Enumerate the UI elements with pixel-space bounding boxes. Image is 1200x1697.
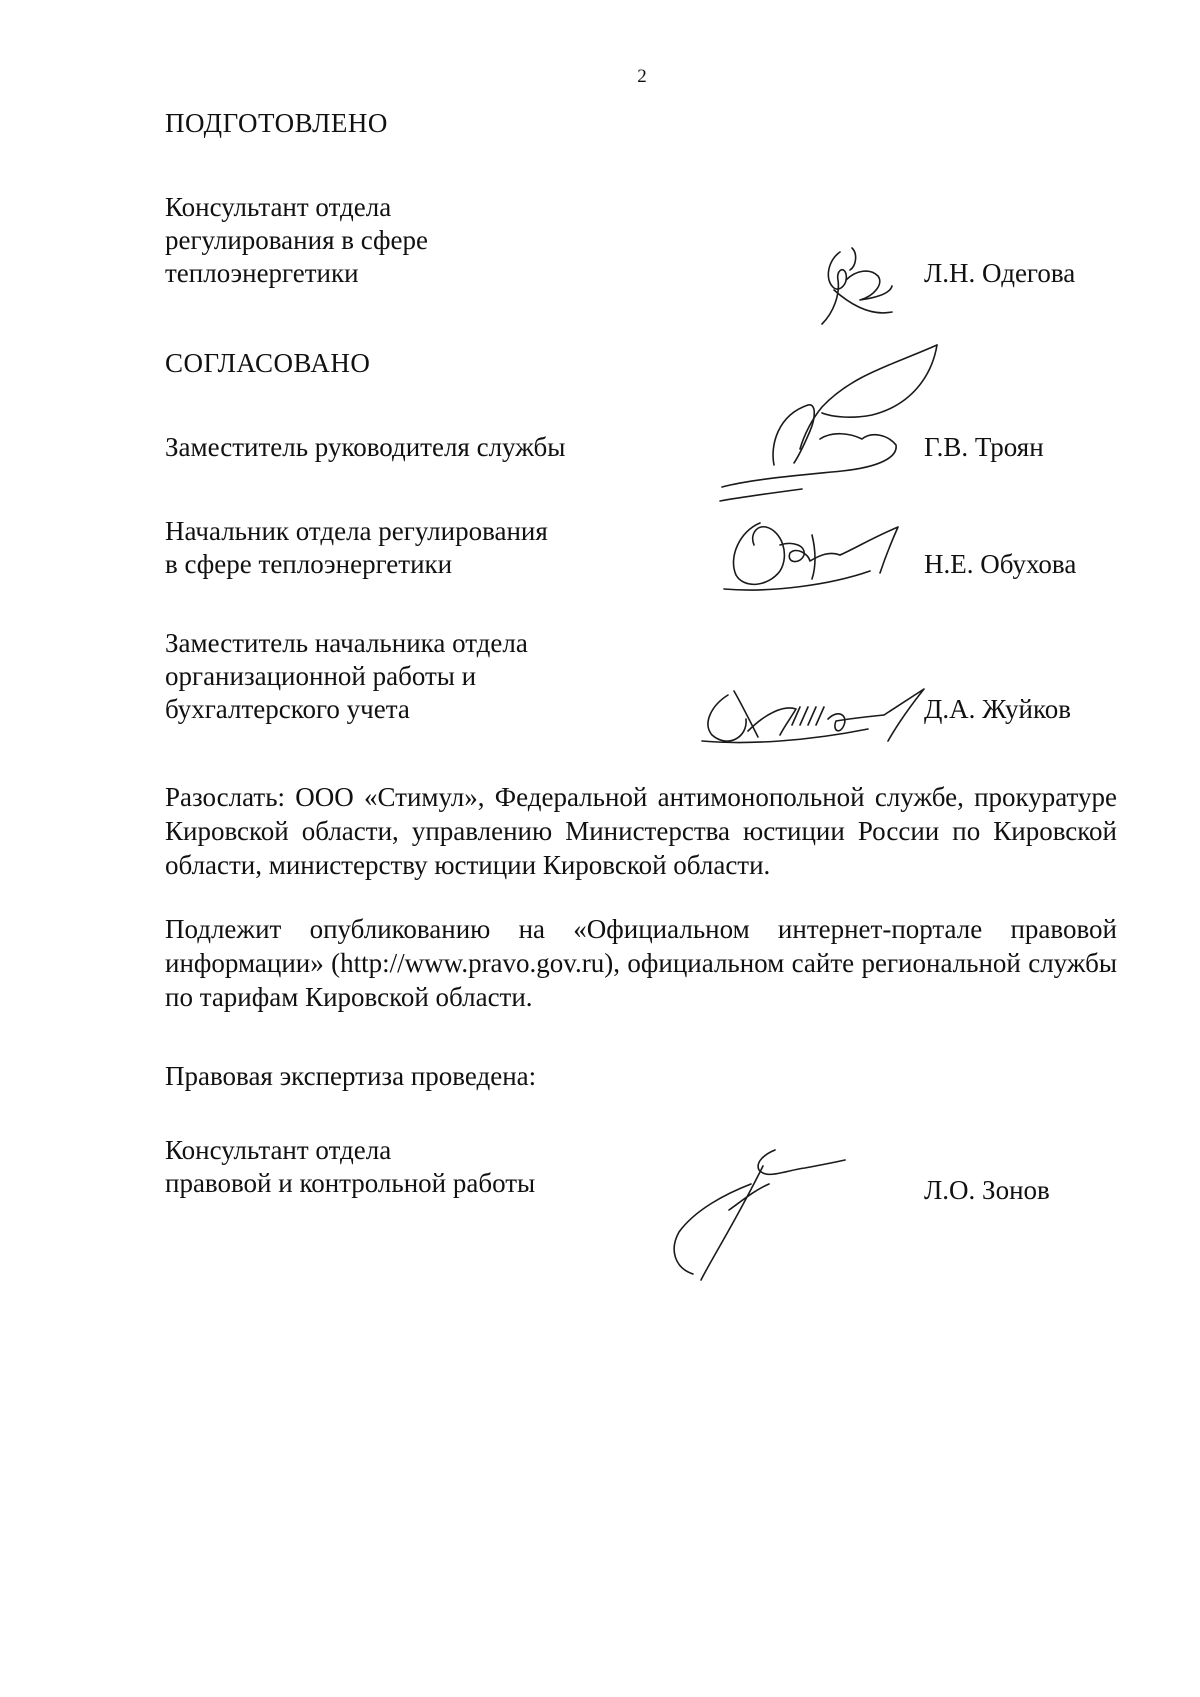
position-line: регулирования в сфере: [165, 225, 429, 255]
position-line: теплоэнергетики: [165, 258, 359, 288]
distribution-paragraph: [165, 780, 1117, 882]
legal-review-heading: Правовая экспертиза проведена:: [165, 1061, 537, 1091]
publication-paragraph: [165, 912, 1117, 1014]
signatory-name: Д.А. Жуйков: [924, 694, 1071, 724]
prepared-heading: ПОДГОТОВЛЕНО: [165, 108, 388, 138]
prepared-position: [165, 191, 428, 290]
position-line: в сфере теплоэнергетики: [165, 549, 453, 579]
signature-odegova: [800, 240, 920, 330]
publication-text: Подлежит опубликованию на «Официальном интернет-портале правовой информации» (http://www.pravo.gov.ru), официальном сайте региональной службы по тарифам Кировской области.: [165, 914, 1117, 1012]
position-line: Заместитель руководителя службы: [165, 432, 566, 462]
signatory-name: Л.Н. Одегова: [924, 258, 1076, 288]
signatory-name: Н.Е. Обухова: [924, 549, 1077, 579]
agreed-position-3: [165, 627, 528, 726]
position-line: Заместитель начальника отдела: [165, 628, 528, 658]
page-number: 2: [637, 66, 647, 87]
legal-review-position: [165, 1134, 535, 1200]
position-line: организационной работы и: [165, 661, 477, 691]
distribution-text: Разослать: ООО «Стимул», Федеральной антимонопольной службе, прокуратуре Кировской области, управлению Министерства юстиции России по Кировской области, министерству юстиции Кировской области.: [165, 782, 1117, 880]
signature-zhuikov: [688, 675, 928, 755]
signatory-name: Л.О. Зонов: [924, 1175, 1050, 1205]
position-line: Консультант отдела: [165, 192, 392, 222]
agreed-position-1: [165, 431, 565, 464]
signature-obukhova: [720, 505, 910, 595]
signature-troyan: [712, 335, 952, 505]
agreed-heading: СОГЛАСОВАНО: [165, 348, 371, 378]
agreed-position-2: [165, 515, 548, 581]
signatory-name: Г.В. Троян: [924, 432, 1044, 462]
signature-zonov: [655, 1140, 855, 1290]
position-line: правовой и контрольной работы: [165, 1168, 536, 1198]
position-line: Консультант отдела: [165, 1135, 392, 1165]
position-line: Начальник отдела регулирования: [165, 516, 548, 546]
position-line: бухгалтерского учета: [165, 694, 410, 724]
